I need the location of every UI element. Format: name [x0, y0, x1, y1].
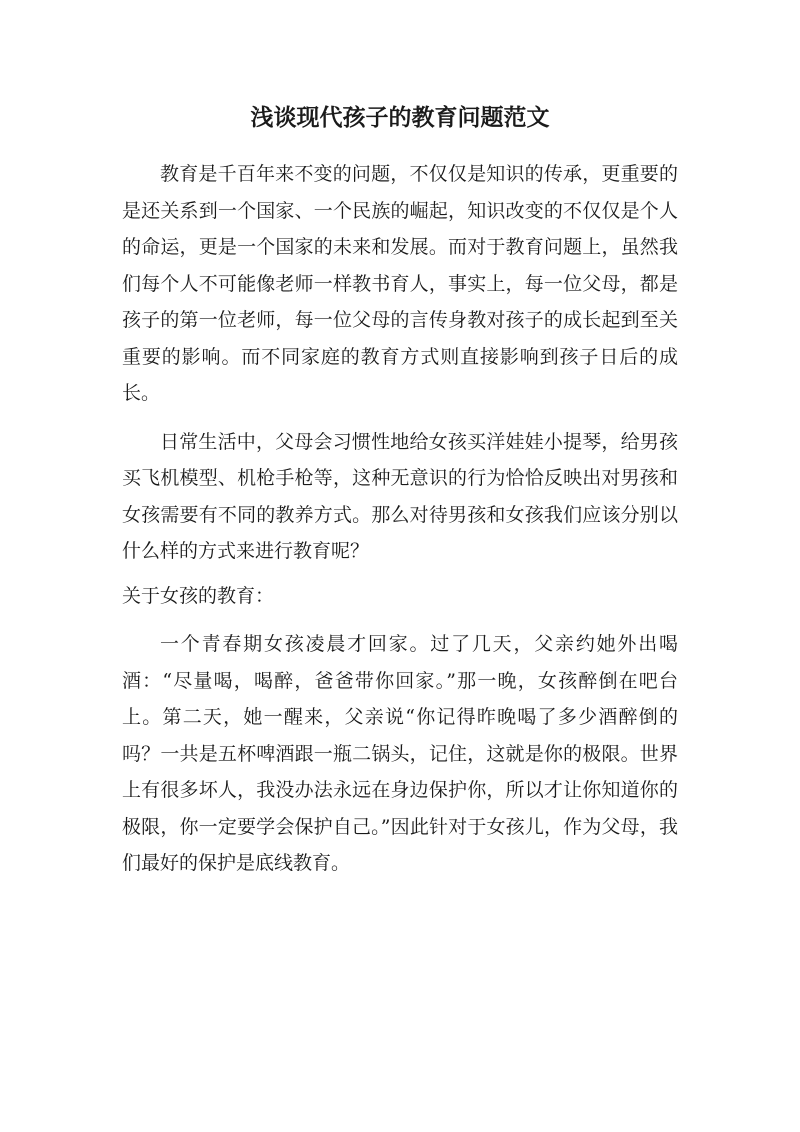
- section-heading-girls: 关于女孩的教育：: [122, 584, 275, 607]
- document-body: [122, 156, 678, 882]
- document-title: 浅谈现代孩子的教育问题范文: [250, 105, 550, 131]
- paragraph-intro: 教育是千百年来不变的问题，不仅仅是知识的传承，更重要的是还关系到一个国家、一个民族的崛起，知识改变的不仅仅是个人的命运，更是一个国家的未来和发展。而对于教育问题上，虽然我们每个人不可能像老师一样教书育人，事实上，每一位父母，都是孩子的第一位老师，每一位父母的言传身教对孩子的成长起到至关重要的影响。而不同家庭的教育方式则直接影响到孩子日后的成长。: [122, 163, 678, 404]
- paragraph-girl-story: 一个青春期女孩凌晨才回家。过了几天，父亲约她外出喝酒：“尽量喝，喝醉，爸爸带你回家。”那一晚，女孩醉倒在吧台上。第二天，她一醒来，父亲说“你记得昨晚喝了多少酒醉倒的吗？一共是五杯啤酒跟一瓶二锅头，记住，这就是你的极限。世界上有很多坏人，我没办法永远在身边保护你，所以才让你知道你的极限，你一定要学会保护自己。”因此针对于女孩儿，作为父母，我们最好的保护是底线教育。: [122, 633, 678, 874]
- paragraph-daily-life: 日常生活中，父母会习惯性地给女孩买洋娃娃小提琴，给男孩买飞机模型、机枪手枪等，这种无意识的行为恰恰反映出对男孩和女孩需要有不同的教养方式。那么对待男孩和女孩我们应该分别以什么样的方式来进行教育呢？: [122, 430, 678, 562]
